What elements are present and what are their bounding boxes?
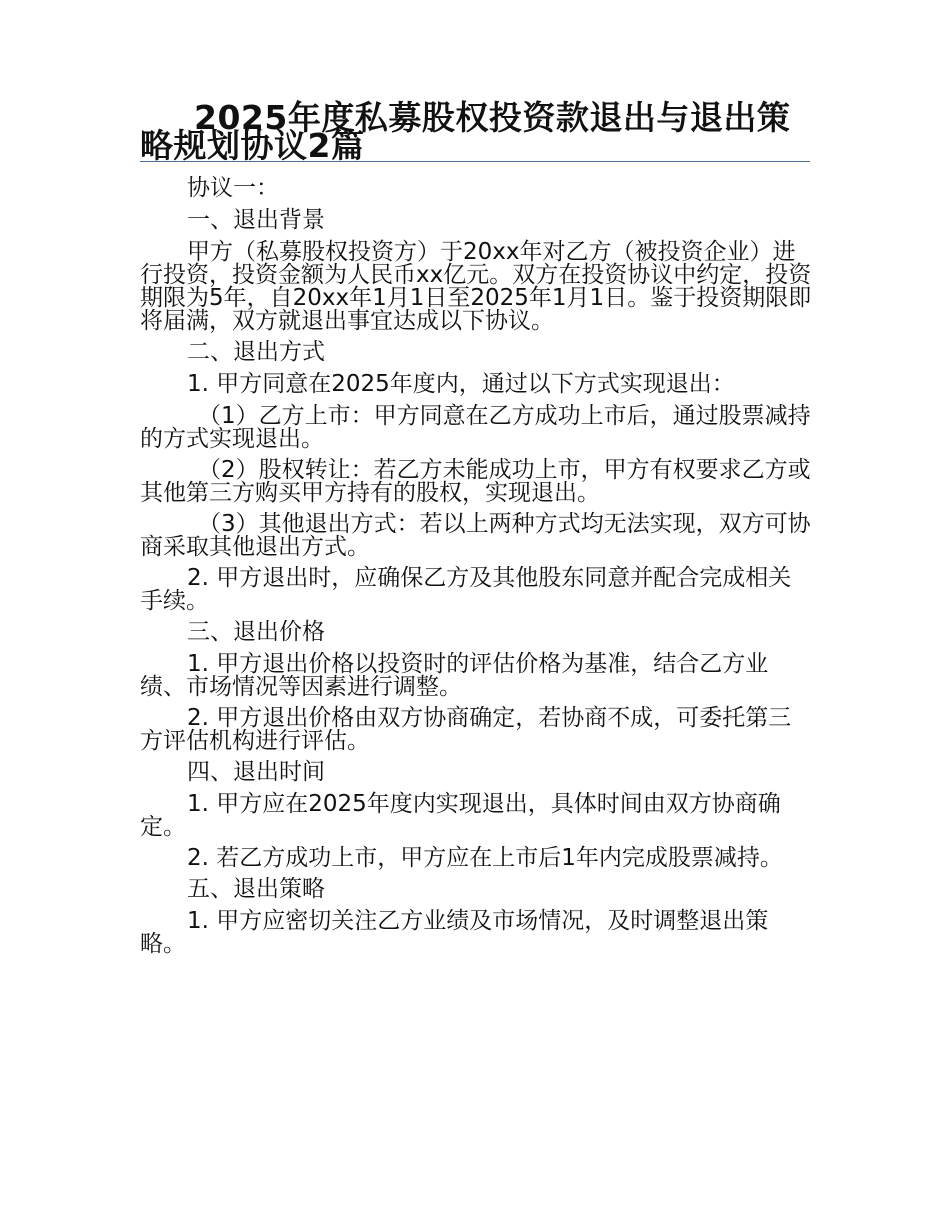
exit-method-item-2: 2. 甲方退出时，应确保乙方及其他股东同意并配合完成相关手续。	[140, 565, 792, 614]
exit-time-item-1: 1. 甲方应在2025年度内实现退出，具体时间由双方协商确定。	[140, 791, 781, 840]
section-heading-exit-method: 二、退出方式	[187, 339, 325, 365]
agreement-label: 协议一：	[187, 175, 279, 201]
section-heading-exit-time: 四、退出时间	[187, 759, 325, 785]
title-underline	[140, 161, 810, 162]
section-heading-background: 一、退出背景	[187, 207, 325, 233]
section-heading-exit-price: 三、退出价格	[187, 619, 325, 645]
exit-strategy-item-1: 1. 甲方应密切关注乙方业绩及市场情况，及时调整退出策略。	[140, 908, 769, 957]
section-heading-exit-strategy: 五、退出策略	[187, 876, 325, 902]
background-paragraph: 甲方（私募股权投资方）于20xx年对乙方（被投资企业）进行投资，投资金额为人民币xx亿元。双方在投资协议中约定，投资期限为5年，自20xx年1月1日至2025年1月1日。鉴于投资期限即将届满，双方就退出事宜达成以下协议。	[140, 239, 812, 334]
exit-method-sub-3: （3）其他退出方式：若以上两种方式均无法实现，双方可协商采取其他退出方式。	[140, 511, 811, 560]
exit-price-item-2: 2. 甲方退出价格由双方协商确定，若协商不成，可委托第三方评估机构进行评估。	[140, 705, 792, 754]
document-title: 2025年度私募股权投资款退出与退出策略规划协议2篇	[140, 98, 791, 165]
exit-method-sub-1: （1）乙方上市：甲方同意在乙方成功上市后，通过股票减持的方式实现退出。	[140, 403, 811, 452]
document-body	[140, 177, 812, 964]
exit-price-item-1: 1. 甲方退出价格以投资时的评估价格为基准，结合乙方业绩、市场情况等因素进行调整。	[140, 651, 769, 700]
exit-time-item-2: 2. 若乙方成功上市，甲方应在上市后1年内完成股票减持。	[187, 845, 783, 871]
exit-method-item-1: 1. 甲方同意在2025年度内，通过以下方式实现退出：	[187, 371, 735, 397]
exit-method-sub-2: （2）股权转让：若乙方未能成功上市，甲方有权要求乙方或其他第三方购买甲方持有的股权，实现退出。	[140, 457, 811, 506]
